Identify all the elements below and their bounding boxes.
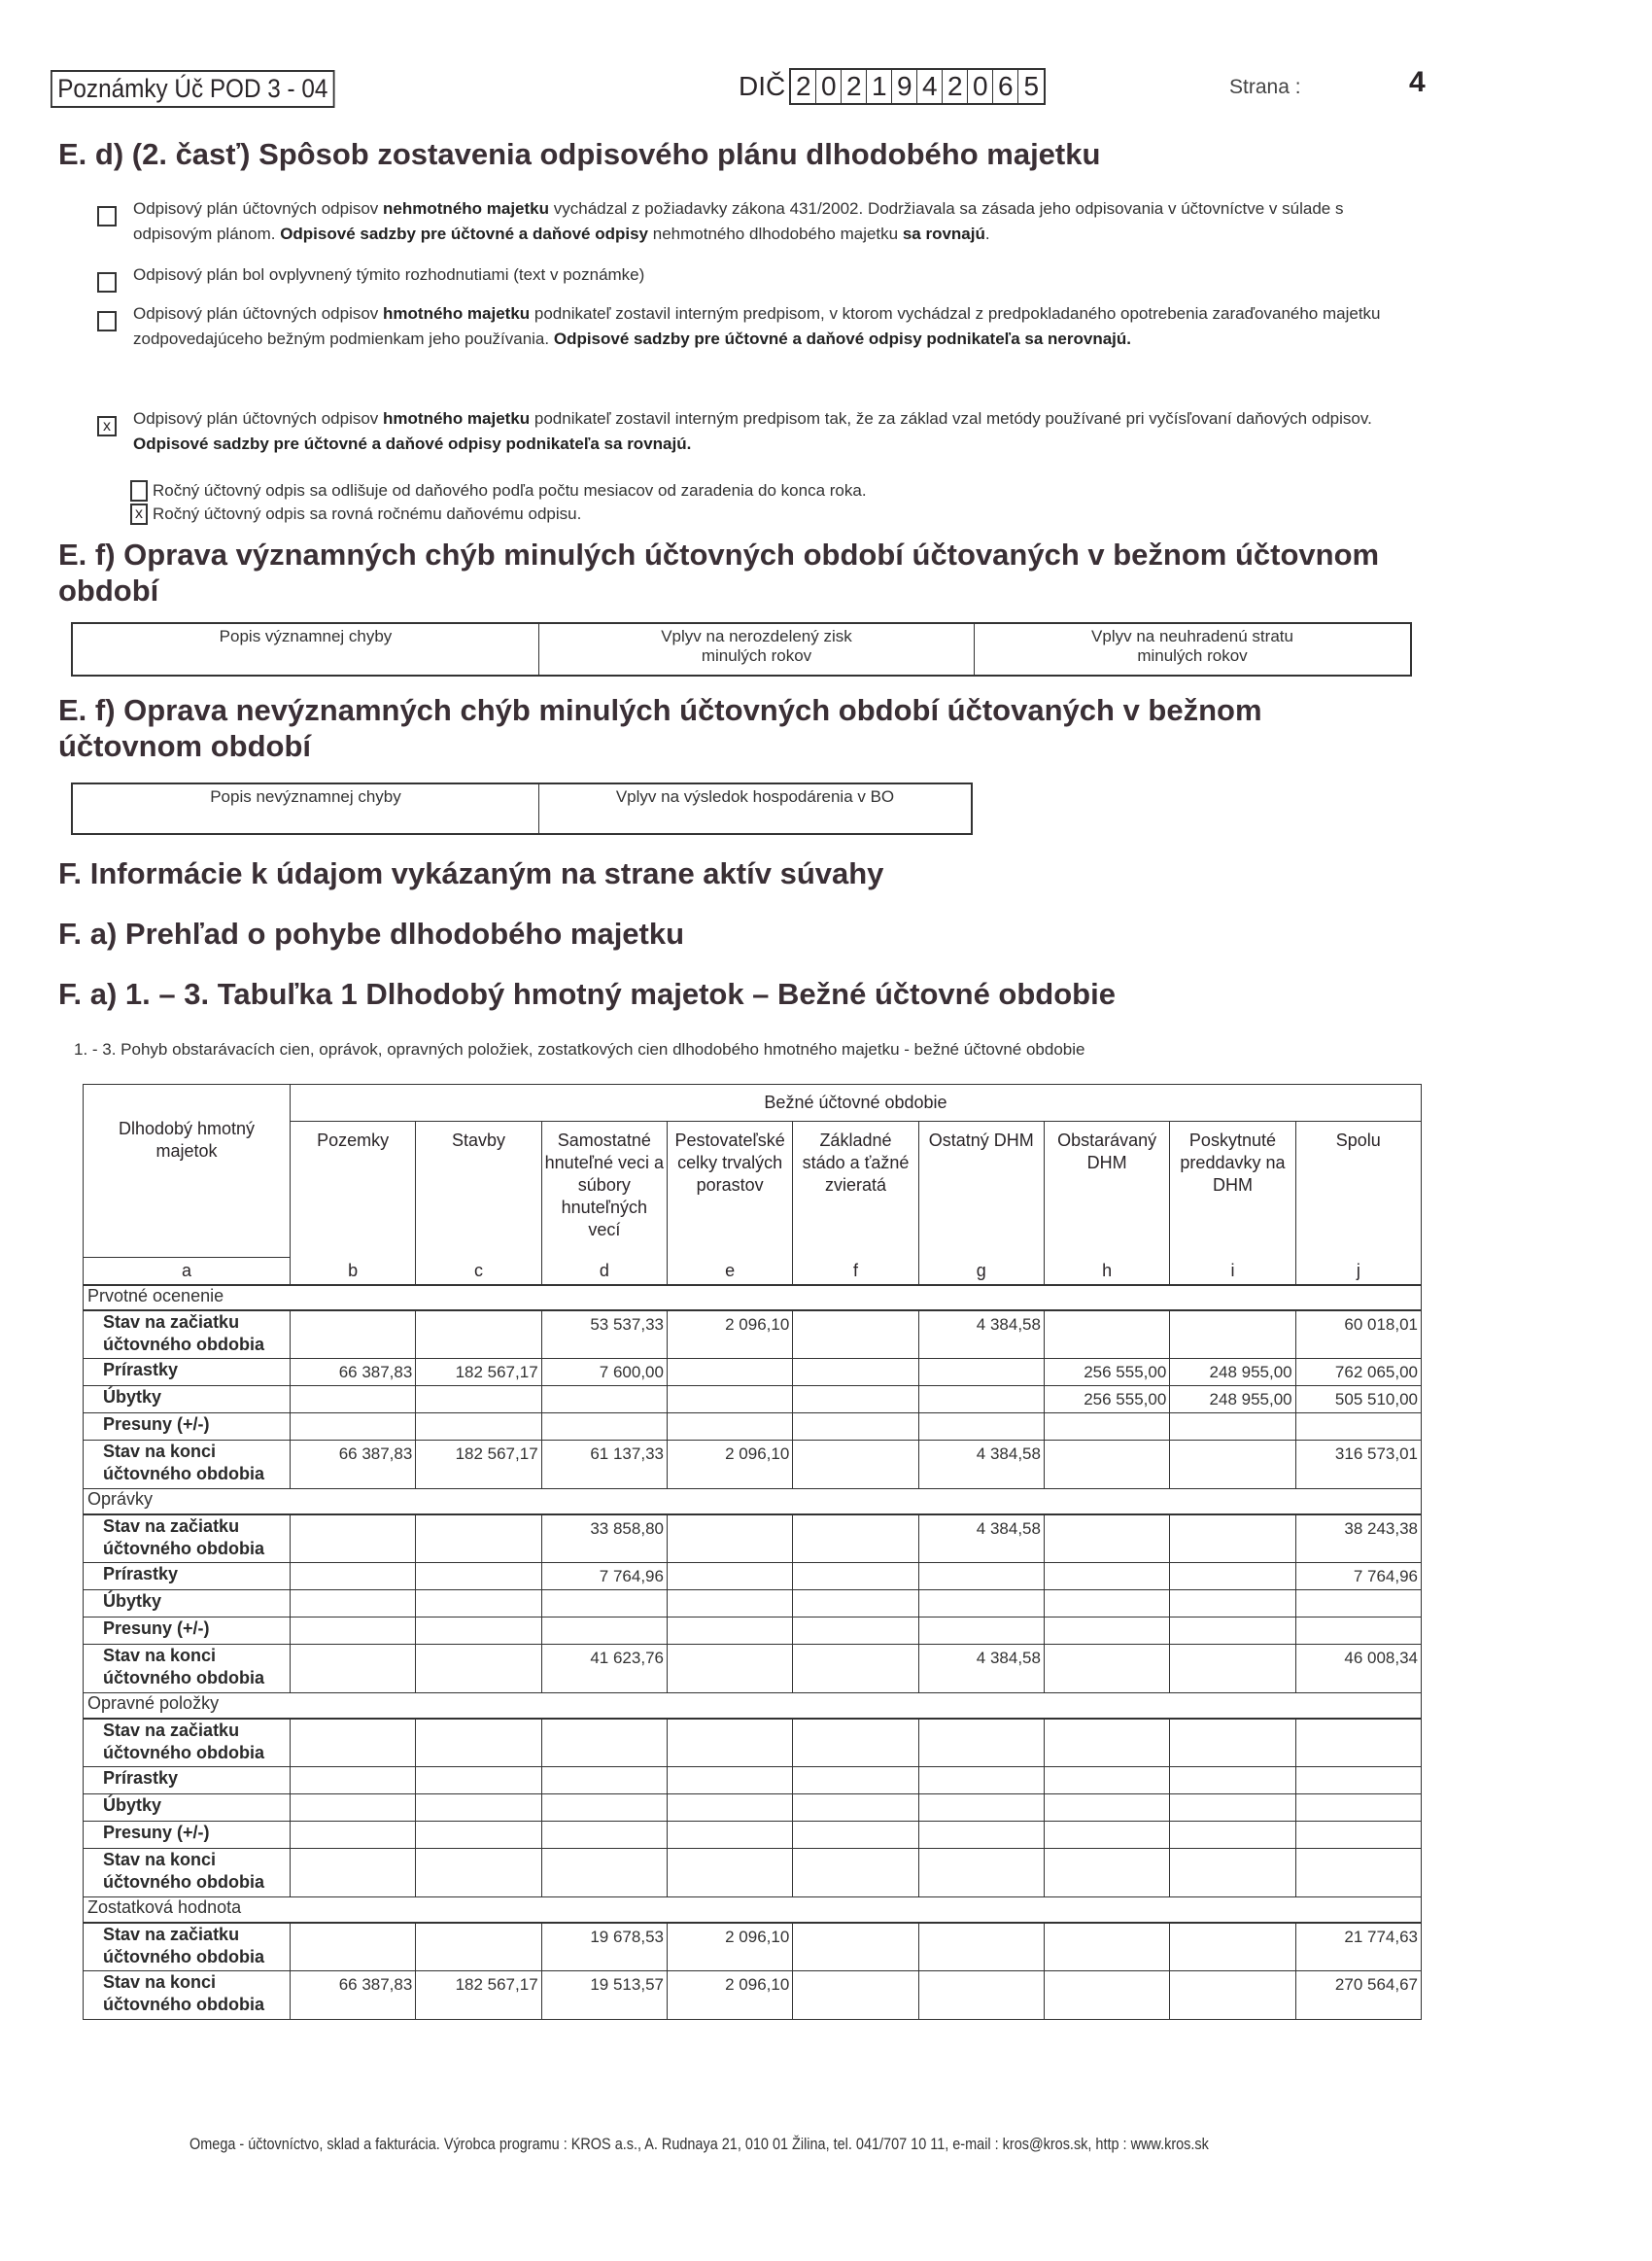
option-text-part: hmotného majetku [383,304,531,323]
column-letter: b [291,1258,416,1285]
cell-value [918,1563,1044,1590]
cell-value [291,1645,416,1693]
cell-value [1170,1617,1295,1645]
row-label: Stav na začiatku účtovného obdobia [84,1923,291,1971]
column-header: Stavby [416,1122,541,1258]
dic-field [739,68,1046,105]
column-header: Obstarávaný DHM [1044,1122,1169,1258]
option-text-part: Odpisové sadzby pre účtovné a daňové odpisy podnikateľa sa nerovnajú. [553,330,1131,348]
cell-value [1044,1794,1169,1822]
cell-value [918,1794,1044,1822]
cell-value [793,1441,918,1489]
table-row [84,1849,1422,1897]
cell-value [1044,1822,1169,1849]
cell-value [918,1386,1044,1413]
option-text-part: Odpisový plán účtovných odpisov [133,409,384,428]
column-letter: e [667,1258,792,1285]
cell-value [793,1923,918,1971]
cell-value [1044,1441,1169,1489]
heading-ef-significant: E. f) Oprava významných chýb minulých účtovných období účtovaných v bežnom účtovnom období [58,538,1380,609]
cell-value [793,1719,918,1767]
row-label: Stav na začiatku účtovného obdobia [84,1719,291,1767]
cell-value: 2 096,10 [667,1923,792,1971]
option-checkbox[interactable] [97,206,117,226]
cell-value [416,1310,541,1359]
cell-value [1295,1590,1421,1617]
row-label: Úbytky [84,1386,291,1413]
cell-value: 41 623,76 [541,1645,667,1693]
cell-value [541,1413,667,1441]
dic-digits [789,68,1046,105]
cell-value [1295,1849,1421,1897]
cell-value [793,1645,918,1693]
page-label: Strana : [1229,76,1301,98]
column-letter: j [1295,1258,1421,1285]
cell-value: 762 065,00 [1295,1359,1421,1386]
option-text [133,262,1387,288]
cell-value [667,1386,792,1413]
cell-value [416,1590,541,1617]
cell-value [541,1849,667,1897]
cell-value [291,1413,416,1441]
cell-value [1295,1617,1421,1645]
col-profit-impact: Vplyv na výsledok hospodárenia v BO [615,787,895,806]
cell-value [1044,1971,1169,2020]
row-label: Prírastky [84,1767,291,1794]
cell-value [291,1719,416,1767]
cell-value [1044,1767,1169,1794]
option-checkbox[interactable] [97,311,117,331]
table-row [84,1413,1422,1441]
dic-digit: 2 [791,70,816,103]
row-label: Stav na začiatku účtovného obdobia [84,1310,291,1359]
table-row [84,1822,1422,1849]
column-letter: h [1044,1258,1169,1285]
cell-value [291,1590,416,1617]
cell-value: 38 243,38 [1295,1514,1421,1563]
section-title: Oprávky [84,1489,1422,1514]
sub-option-checkbox[interactable]: x [130,504,148,525]
option-text-part: nehmotného dlhodobého majetku [648,225,903,243]
cell-value [291,1923,416,1971]
row-label: Presuny (+/-) [84,1617,291,1645]
cell-value [291,1514,416,1563]
cell-value [291,1310,416,1359]
cell-value: 66 387,83 [291,1971,416,2020]
cell-value [291,1849,416,1897]
table-row [84,1514,1422,1563]
table-row [84,1441,1422,1489]
option-text-part: Odpisové sadzby pre účtovné a daňové odpisy podnikateľa sa rovnajú. [133,435,692,453]
column-header: Spolu [1295,1122,1421,1258]
column-header: Základné stádo a ťažné zvieratá [793,1122,918,1258]
row-label: Úbytky [84,1794,291,1822]
cell-value [793,1514,918,1563]
cell-value [1295,1794,1421,1822]
cell-value [918,1971,1044,2020]
cell-value [793,1971,918,2020]
section-title: Opravné položky [84,1693,1422,1719]
dic-digit: 2 [943,70,968,103]
option-text [133,196,1387,247]
cell-value [291,1386,416,1413]
cell-value: 60 018,01 [1295,1310,1421,1359]
cell-value [541,1590,667,1617]
option-text-part: hmotného majetku [383,409,531,428]
cell-value [416,1563,541,1590]
cell-value [1044,1413,1169,1441]
cell-value [793,1590,918,1617]
cell-value: 182 567,17 [416,1441,541,1489]
dic-digit: 4 [917,70,943,103]
col-description: Popis nevýznamnej chyby [73,784,539,833]
cell-value [1170,1767,1295,1794]
cell-value [1170,1971,1295,2020]
cell-value [918,1617,1044,1645]
table-row [84,1719,1422,1767]
cell-value: 66 387,83 [291,1441,416,1489]
table-row [84,1310,1422,1359]
footer: Omega - účtovníctvo, sklad a fakturácia. Výrobca programu : KROS a.s., A. Rudnaya 21, 010 01 Žilina, tel. 041/707 10 11, e-mail : kros@kros.sk, http : www.kros.sk [189,2135,1209,2153]
cell-value [793,1359,918,1386]
table-caption: 1. - 3. Pohyb obstarávacích cien, oprávok, opravných položiek, zostatkových cien dlhodobého hmotného majetku - bežné účtovné obdobie [74,1040,1085,1059]
cell-value [1170,1514,1295,1563]
cell-value [541,1719,667,1767]
cell-value [291,1794,416,1822]
column-header: Pozemky [291,1122,416,1258]
cell-value: 4 384,58 [918,1310,1044,1359]
row-label: Úbytky [84,1590,291,1617]
cell-value [793,1822,918,1849]
cell-value [667,1767,792,1794]
cell-value [1044,1310,1169,1359]
cell-value [416,1794,541,1822]
col-description: Popis významnej chyby [73,624,539,675]
cell-value [793,1767,918,1794]
cell-value: 66 387,83 [291,1359,416,1386]
cell-value [1170,1849,1295,1897]
cell-value: 248 955,00 [1170,1359,1295,1386]
cell-value: 182 567,17 [416,1359,541,1386]
cell-value [793,1563,918,1590]
cell-value [918,1719,1044,1767]
cell-value [793,1413,918,1441]
cell-value [793,1794,918,1822]
section-title: Prvotné ocenenie [84,1285,1422,1310]
row-label: Prírastky [84,1359,291,1386]
cell-value [1170,1310,1295,1359]
table-row [84,1794,1422,1822]
column-letter: d [541,1258,667,1285]
column-letter: g [918,1258,1044,1285]
cell-value [1044,1923,1169,1971]
cell-value [1295,1413,1421,1441]
page-number: 4 [1409,66,1426,98]
column-header: Samostatné hnuteľné veci a súbory hnuteľných vecí [541,1122,667,1258]
dic-label: DIČ [739,71,786,101]
cell-value: 7 600,00 [541,1359,667,1386]
cell-value [667,1849,792,1897]
cell-value [291,1822,416,1849]
cell-value: 316 573,01 [1295,1441,1421,1489]
cell-value: 7 764,96 [541,1563,667,1590]
cell-value [1044,1719,1169,1767]
cell-value [918,1849,1044,1897]
column-header: Ostatný DHM [918,1122,1044,1258]
sub-option-text: Ročný účtovný odpis sa odlišuje od daňového podľa počtu mesiacov od zaradenia do konca roka. [153,481,867,500]
col-uncovered-loss: Vplyv na neuhradenú stratu minulých rokov [1091,627,1293,665]
option-checkbox[interactable] [97,272,117,293]
option-text-part: . [984,225,990,243]
cell-value [1295,1719,1421,1767]
option-text-part: Odpisový plán účtovných odpisov [133,199,384,218]
cell-value: 2 096,10 [667,1310,792,1359]
option-text-part: podnikateľ zostavil interným predpisom tak, že za základ vzal metódy používané pri vyčísľovaní daňových odpisov. [530,409,1372,428]
heading-ef-insignificant: E. f) Oprava nevýznamných chýb minulých účtovných období účtovaných v bežnom účtovnom období [58,693,1262,764]
cell-value [291,1563,416,1590]
cell-value: 270 564,67 [1295,1971,1421,2020]
cell-value [1295,1767,1421,1794]
row-label: Stav na konci účtovného obdobia [84,1645,291,1693]
heading-ed: E. d) (2. časť) Spôsob zostavenia odpisového plánu dlhodobého majetku [58,137,1101,171]
option-text-part: sa rovnajú [902,225,985,243]
heading-f: F. Informácie k údajom vykázaným na strane aktív súvahy [58,856,884,890]
cell-value [1170,1822,1295,1849]
sub-option-text: Ročný účtovný odpis sa rovná ročnému daňovému odpisu. [153,504,582,523]
cell-value [1170,1645,1295,1693]
cell-value [416,1923,541,1971]
cell-value [1170,1413,1295,1441]
dic-digit: 9 [892,70,917,103]
option-text [133,406,1387,457]
cell-value [1044,1590,1169,1617]
option-text-part: vychádzal z požiadavky zákona 431/2002. Dodržiavala sa zásada jeho odpisovania v účtovníctve v súlade s odpisovým plánom. [133,199,1344,243]
cell-value [1170,1563,1295,1590]
cell-value [793,1386,918,1413]
section-title: Zostatková hodnota [84,1897,1422,1923]
cell-value: 7 764,96 [1295,1563,1421,1590]
cell-value [416,1386,541,1413]
cell-value [416,1719,541,1767]
cell-value [918,1413,1044,1441]
row-label: Stav na konci účtovného obdobia [84,1849,291,1897]
cell-value [291,1767,416,1794]
option-text-part: Odpisové sadzby pre účtovné a daňové odpisy [280,225,649,243]
cell-value [291,1617,416,1645]
cell-value [541,1794,667,1822]
row-label: Prírastky [84,1563,291,1590]
row-label: Stav na konci účtovného obdobia [84,1971,291,2020]
cell-value [416,1617,541,1645]
table-row [84,1617,1422,1645]
column-header: Pestovateľské celky trvalých porastov [667,1122,792,1258]
cell-value [416,1645,541,1693]
cell-value [667,1514,792,1563]
col-retained-earnings: Vplyv na nerozdelený zisk minulých rokov [539,624,975,675]
cell-value: 46 008,34 [1295,1645,1421,1693]
cell-value [541,1822,667,1849]
sub-option-checkbox[interactable] [130,480,148,502]
heading-fa: F. a) Prehľad o pohybe dlhodobého majetku [58,917,685,951]
cell-value [416,1822,541,1849]
cell-value [793,1617,918,1645]
row-label: Stav na začiatku účtovného obdobia [84,1514,291,1563]
cell-value [918,1767,1044,1794]
cell-value [667,1822,792,1849]
cell-value: 256 555,00 [1044,1359,1169,1386]
table-row [84,1767,1422,1794]
table-row [84,1971,1422,2020]
option-text-part: Odpisový plán účtovných odpisov [133,304,384,323]
cell-value: 2 096,10 [667,1971,792,2020]
option-text-part: nehmotného majetku [383,199,550,218]
column-letter: i [1170,1258,1295,1285]
cell-value: 53 537,33 [541,1310,667,1359]
row-label: Presuny (+/-) [84,1822,291,1849]
cell-value [667,1563,792,1590]
cell-value: 4 384,58 [918,1645,1044,1693]
cell-value [667,1794,792,1822]
row-label: Stav na konci účtovného obdobia [84,1441,291,1489]
cell-value [667,1413,792,1441]
dic-digit: 1 [867,70,892,103]
cell-value: 256 555,00 [1044,1386,1169,1413]
cell-value [667,1359,792,1386]
table-row [84,1923,1422,1971]
cell-value: 4 384,58 [918,1441,1044,1489]
cell-value [793,1849,918,1897]
group-header: Bežné účtovné obdobie [291,1085,1422,1122]
cell-value [1044,1563,1169,1590]
table-row [84,1386,1422,1413]
option-text-part: podnikateľ zostavil interným predpisom, v ktorom vychádzal z predpokladaného opotrebenia zaraďovaného majetku zodpovedajúceho bežným podmienkam jeho používania. [133,304,1381,348]
cell-value [1044,1617,1169,1645]
cell-value: 61 137,33 [541,1441,667,1489]
cell-value [416,1514,541,1563]
cell-value: 248 955,00 [1170,1386,1295,1413]
cell-value [918,1359,1044,1386]
cell-value [416,1849,541,1897]
cell-value [1170,1719,1295,1767]
option-text-part: Odpisový plán bol ovplyvnený týmito rozhodnutiami (text v poznámke) [133,265,645,284]
column-letter: a [84,1258,291,1285]
cell-value [1044,1849,1169,1897]
row-header-label: Dlhodobý hmotný majetok [118,1119,256,1161]
cell-value: 19 678,53 [541,1923,667,1971]
cell-value [793,1310,918,1359]
cell-value: 182 567,17 [416,1971,541,2020]
option-text [133,301,1387,352]
cell-value [918,1822,1044,1849]
table-row [84,1590,1422,1617]
cell-value [1295,1822,1421,1849]
column-letter: f [793,1258,918,1285]
cell-value [416,1767,541,1794]
cell-value [541,1386,667,1413]
cell-value [1170,1794,1295,1822]
cell-value [1170,1590,1295,1617]
dic-digit: 0 [968,70,993,103]
dic-digit: 6 [993,70,1018,103]
option-checkbox[interactable]: x [97,416,117,436]
significant-errors-table [71,622,1412,677]
cell-value [416,1413,541,1441]
cell-value [1044,1514,1169,1563]
cell-value: 21 774,63 [1295,1923,1421,1971]
row-label: Presuny (+/-) [84,1413,291,1441]
dic-digit: 5 [1023,71,1040,101]
cell-value: 505 510,00 [1295,1386,1421,1413]
cell-value: 4 384,58 [918,1514,1044,1563]
insignificant-errors-table [71,783,973,835]
table-row [84,1645,1422,1693]
cell-value [541,1617,667,1645]
cell-value [667,1617,792,1645]
form-title: Poznámky Úč POD 3 - 04 [51,70,335,108]
cell-value [918,1923,1044,1971]
table-row [84,1359,1422,1386]
cell-value [667,1645,792,1693]
dic-digit: 2 [842,70,867,103]
cell-value [1170,1441,1295,1489]
cell-value: 2 096,10 [667,1441,792,1489]
cell-value [1170,1923,1295,1971]
cell-value [667,1590,792,1617]
cell-value [667,1719,792,1767]
row-header [84,1085,291,1258]
cell-value [1044,1645,1169,1693]
dic-digit: 0 [816,70,842,103]
table-row [84,1563,1422,1590]
column-header: Poskytnuté preddavky na DHM [1170,1122,1295,1258]
tangible-assets-table [83,1084,1422,2020]
cell-value: 33 858,80 [541,1514,667,1563]
cell-value: 19 513,57 [541,1971,667,2020]
column-letter: c [416,1258,541,1285]
cell-value [918,1590,1044,1617]
cell-value [541,1767,667,1794]
heading-fa-table: F. a) 1. – 3. Tabuľka 1 Dlhodobý hmotný majetok – Bežné účtovné obdobie [58,977,1116,1011]
